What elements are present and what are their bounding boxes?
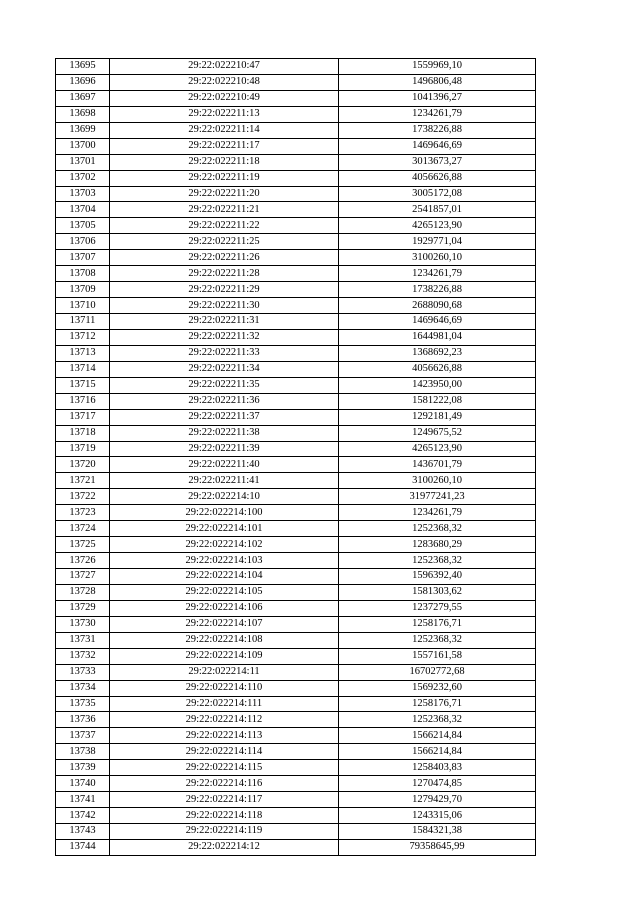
cadastral-value-cell: 1252368,32 xyxy=(339,521,536,537)
cadastral-value-cell: 1566214,84 xyxy=(339,744,536,760)
table-row xyxy=(56,314,536,330)
cadastral-value-cell: 3013673,27 xyxy=(339,154,536,170)
cadastral-value-cell: 1559969,10 xyxy=(339,59,536,75)
row-number-cell: 13716 xyxy=(56,393,110,409)
row-number-cell: 13723 xyxy=(56,505,110,521)
row-number-cell: 13726 xyxy=(56,553,110,569)
table-row xyxy=(56,712,536,728)
cadastral-value-cell: 1234261,79 xyxy=(339,106,536,122)
cadastral-number-cell: 29:22:022214:110 xyxy=(110,680,339,696)
row-number-cell: 13740 xyxy=(56,776,110,792)
cadastral-value-cell: 1596392,40 xyxy=(339,569,536,585)
row-number-cell: 13717 xyxy=(56,409,110,425)
table-row xyxy=(56,59,536,75)
row-number-cell: 13702 xyxy=(56,170,110,186)
cadastral-value-cell: 3100260,10 xyxy=(339,250,536,266)
cadastral-number-cell: 29:22:022214:100 xyxy=(110,505,339,521)
cadastral-number-cell: 29:22:022214:117 xyxy=(110,792,339,808)
cadastral-number-cell: 29:22:022214:108 xyxy=(110,632,339,648)
row-number-cell: 13711 xyxy=(56,314,110,330)
cadastral-value-cell: 1469646,69 xyxy=(339,314,536,330)
table-row xyxy=(56,234,536,250)
cadastral-number-cell: 29:22:022214:10 xyxy=(110,489,339,505)
row-number-cell: 13722 xyxy=(56,489,110,505)
cadastral-value-cell: 4265123,90 xyxy=(339,218,536,234)
cadastral-value-cell: 1581222,08 xyxy=(339,393,536,409)
table-row xyxy=(56,90,536,106)
cadastral-value-cell: 1041396,27 xyxy=(339,90,536,106)
cadastral-value-cell: 1436701,79 xyxy=(339,457,536,473)
row-number-cell: 13701 xyxy=(56,154,110,170)
cadastral-value-cell: 1237279,55 xyxy=(339,600,536,616)
cadastral-number-cell: 29:22:022214:119 xyxy=(110,824,339,840)
table-row xyxy=(56,537,536,553)
cadastral-value-cell: 1258176,71 xyxy=(339,616,536,632)
row-number-cell: 13733 xyxy=(56,664,110,680)
row-number-cell: 13742 xyxy=(56,808,110,824)
row-number-cell: 13708 xyxy=(56,266,110,282)
cadastral-value-cell: 1644981,04 xyxy=(339,329,536,345)
table-row xyxy=(56,600,536,616)
cadastral-value-cell: 4056626,88 xyxy=(339,361,536,377)
cadastral-value-cell: 1368692,23 xyxy=(339,345,536,361)
cadastral-number-cell: 29:22:022214:104 xyxy=(110,569,339,585)
cadastral-value-cell: 1566214,84 xyxy=(339,728,536,744)
cadastral-number-cell: 29:22:022211:14 xyxy=(110,122,339,138)
cadastral-number-cell: 29:22:022211:37 xyxy=(110,409,339,425)
table-row xyxy=(56,648,536,664)
table-row xyxy=(56,282,536,298)
cadastral-number-cell: 29:22:022214:115 xyxy=(110,760,339,776)
table-row xyxy=(56,696,536,712)
cadastral-number-cell: 29:22:022211:33 xyxy=(110,345,339,361)
row-number-cell: 13732 xyxy=(56,648,110,664)
table-row xyxy=(56,473,536,489)
cadastral-number-cell: 29:22:022211:34 xyxy=(110,361,339,377)
table-row xyxy=(56,202,536,218)
cadastral-value-cell: 1569232,60 xyxy=(339,680,536,696)
cadastral-number-cell: 29:22:022211:29 xyxy=(110,282,339,298)
row-number-cell: 13713 xyxy=(56,345,110,361)
cadastral-value-cell: 2541857,01 xyxy=(339,202,536,218)
table-row xyxy=(56,409,536,425)
row-number-cell: 13721 xyxy=(56,473,110,489)
table-row xyxy=(56,505,536,521)
cadastral-number-cell: 29:22:022211:35 xyxy=(110,377,339,393)
cadastral-value-cell: 16702772,68 xyxy=(339,664,536,680)
row-number-cell: 13714 xyxy=(56,361,110,377)
cadastral-number-cell: 29:22:022211:13 xyxy=(110,106,339,122)
row-number-cell: 13707 xyxy=(56,250,110,266)
cadastral-value-cell: 1283680,29 xyxy=(339,537,536,553)
cadastral-value-cell: 4056626,88 xyxy=(339,170,536,186)
table-row xyxy=(56,377,536,393)
cadastral-value-cell: 1929771,04 xyxy=(339,234,536,250)
row-number-cell: 13734 xyxy=(56,680,110,696)
cadastral-value-cell: 4265123,90 xyxy=(339,441,536,457)
cadastral-value-cell: 31977241,23 xyxy=(339,489,536,505)
row-number-cell: 13741 xyxy=(56,792,110,808)
table-row xyxy=(56,122,536,138)
row-number-cell: 13731 xyxy=(56,632,110,648)
cadastral-number-cell: 29:22:022214:103 xyxy=(110,553,339,569)
cadastral-value-cell: 79358645,99 xyxy=(339,839,536,855)
row-number-cell: 13704 xyxy=(56,202,110,218)
cadastral-value-cell: 1469646,69 xyxy=(339,138,536,154)
cadastral-value-table xyxy=(55,58,536,856)
cadastral-number-cell: 29:22:022210:47 xyxy=(110,59,339,75)
cadastral-value-cell: 3005172,08 xyxy=(339,186,536,202)
row-number-cell: 13695 xyxy=(56,59,110,75)
cadastral-number-cell: 29:22:022214:116 xyxy=(110,776,339,792)
table-row xyxy=(56,569,536,585)
row-number-cell: 13739 xyxy=(56,760,110,776)
cadastral-value-cell: 2688090,68 xyxy=(339,298,536,314)
cadastral-number-cell: 29:22:022211:18 xyxy=(110,154,339,170)
cadastral-number-cell: 29:22:022214:105 xyxy=(110,584,339,600)
cadastral-value-cell: 1252368,32 xyxy=(339,553,536,569)
cadastral-number-cell: 29:22:022214:107 xyxy=(110,616,339,632)
table-row xyxy=(56,170,536,186)
row-number-cell: 13728 xyxy=(56,584,110,600)
cadastral-value-cell: 1270474,85 xyxy=(339,776,536,792)
cadastral-number-cell: 29:22:022211:28 xyxy=(110,266,339,282)
table-row xyxy=(56,345,536,361)
cadastral-value-cell: 1584321,38 xyxy=(339,824,536,840)
cadastral-value-cell: 1234261,79 xyxy=(339,266,536,282)
cadastral-number-cell: 29:22:022214:111 xyxy=(110,696,339,712)
cadastral-number-cell: 29:22:022214:11 xyxy=(110,664,339,680)
cadastral-value-cell: 1423950,00 xyxy=(339,377,536,393)
cadastral-number-cell: 29:22:022211:21 xyxy=(110,202,339,218)
table-row xyxy=(56,808,536,824)
cadastral-number-cell: 29:22:022214:113 xyxy=(110,728,339,744)
cadastral-value-cell: 3100260,10 xyxy=(339,473,536,489)
cadastral-number-cell: 29:22:022214:12 xyxy=(110,839,339,855)
row-number-cell: 13699 xyxy=(56,122,110,138)
table-row xyxy=(56,839,536,855)
table-row xyxy=(56,584,536,600)
table-row xyxy=(56,425,536,441)
table-row xyxy=(56,266,536,282)
table-row xyxy=(56,329,536,345)
cadastral-value-cell: 1738226,88 xyxy=(339,282,536,298)
table-row xyxy=(56,489,536,505)
row-number-cell: 13737 xyxy=(56,728,110,744)
cadastral-number-cell: 29:22:022211:38 xyxy=(110,425,339,441)
cadastral-number-cell: 29:22:022210:48 xyxy=(110,74,339,90)
cadastral-number-cell: 29:22:022211:40 xyxy=(110,457,339,473)
row-number-cell: 13735 xyxy=(56,696,110,712)
row-number-cell: 13697 xyxy=(56,90,110,106)
table-row xyxy=(56,792,536,808)
table-row xyxy=(56,616,536,632)
row-number-cell: 13710 xyxy=(56,298,110,314)
cadastral-value-cell: 1249675,52 xyxy=(339,425,536,441)
row-number-cell: 13744 xyxy=(56,839,110,855)
cadastral-value-cell: 1279429,70 xyxy=(339,792,536,808)
table-row xyxy=(56,632,536,648)
cadastral-number-cell: 29:22:022211:20 xyxy=(110,186,339,202)
cadastral-value-cell: 1557161,58 xyxy=(339,648,536,664)
row-number-cell: 13703 xyxy=(56,186,110,202)
cadastral-value-cell: 1234261,79 xyxy=(339,505,536,521)
table-body xyxy=(56,59,536,856)
cadastral-number-cell: 29:22:022211:25 xyxy=(110,234,339,250)
row-number-cell: 13725 xyxy=(56,537,110,553)
cadastral-number-cell: 29:22:022211:31 xyxy=(110,314,339,330)
cadastral-value-cell: 1738226,88 xyxy=(339,122,536,138)
table-row xyxy=(56,760,536,776)
cadastral-number-cell: 29:22:022214:114 xyxy=(110,744,339,760)
cadastral-value-cell: 1243315,06 xyxy=(339,808,536,824)
row-number-cell: 13727 xyxy=(56,569,110,585)
table-row xyxy=(56,361,536,377)
cadastral-number-cell: 29:22:022210:49 xyxy=(110,90,339,106)
table-row xyxy=(56,154,536,170)
table-row xyxy=(56,186,536,202)
row-number-cell: 13718 xyxy=(56,425,110,441)
cadastral-value-cell: 1252368,32 xyxy=(339,632,536,648)
cadastral-value-cell: 1581303,62 xyxy=(339,584,536,600)
row-number-cell: 13730 xyxy=(56,616,110,632)
table-row xyxy=(56,298,536,314)
row-number-cell: 13705 xyxy=(56,218,110,234)
cadastral-number-cell: 29:22:022214:101 xyxy=(110,521,339,537)
row-number-cell: 13720 xyxy=(56,457,110,473)
row-number-cell: 13709 xyxy=(56,282,110,298)
table-row xyxy=(56,664,536,680)
row-number-cell: 13736 xyxy=(56,712,110,728)
cadastral-number-cell: 29:22:022211:19 xyxy=(110,170,339,186)
table-row xyxy=(56,728,536,744)
cadastral-number-cell: 29:22:022211:30 xyxy=(110,298,339,314)
table-row xyxy=(56,521,536,537)
cadastral-number-cell: 29:22:022214:106 xyxy=(110,600,339,616)
document-page xyxy=(55,58,534,856)
table-row xyxy=(56,457,536,473)
cadastral-number-cell: 29:22:022214:112 xyxy=(110,712,339,728)
row-number-cell: 13743 xyxy=(56,824,110,840)
table-row xyxy=(56,824,536,840)
row-number-cell: 13719 xyxy=(56,441,110,457)
cadastral-number-cell: 29:22:022211:22 xyxy=(110,218,339,234)
cadastral-number-cell: 29:22:022211:41 xyxy=(110,473,339,489)
table-row xyxy=(56,441,536,457)
cadastral-value-cell: 1252368,32 xyxy=(339,712,536,728)
table-row xyxy=(56,393,536,409)
row-number-cell: 13724 xyxy=(56,521,110,537)
cadastral-number-cell: 29:22:022211:26 xyxy=(110,250,339,266)
table-row xyxy=(56,776,536,792)
cadastral-number-cell: 29:22:022214:109 xyxy=(110,648,339,664)
cadastral-value-cell: 1292181,49 xyxy=(339,409,536,425)
table-row xyxy=(56,74,536,90)
table-row xyxy=(56,680,536,696)
cadastral-value-cell: 1258176,71 xyxy=(339,696,536,712)
row-number-cell: 13738 xyxy=(56,744,110,760)
table-row xyxy=(56,138,536,154)
row-number-cell: 13700 xyxy=(56,138,110,154)
row-number-cell: 13729 xyxy=(56,600,110,616)
row-number-cell: 13696 xyxy=(56,74,110,90)
table-row xyxy=(56,744,536,760)
cadastral-number-cell: 29:22:022211:17 xyxy=(110,138,339,154)
row-number-cell: 13706 xyxy=(56,234,110,250)
cadastral-value-cell: 1258403,83 xyxy=(339,760,536,776)
table-row xyxy=(56,106,536,122)
cadastral-number-cell: 29:22:022214:102 xyxy=(110,537,339,553)
cadastral-number-cell: 29:22:022211:39 xyxy=(110,441,339,457)
row-number-cell: 13698 xyxy=(56,106,110,122)
cadastral-number-cell: 29:22:022211:36 xyxy=(110,393,339,409)
cadastral-number-cell: 29:22:022211:32 xyxy=(110,329,339,345)
table-row xyxy=(56,218,536,234)
cadastral-value-cell: 1496806,48 xyxy=(339,74,536,90)
table-row xyxy=(56,250,536,266)
cadastral-number-cell: 29:22:022214:118 xyxy=(110,808,339,824)
row-number-cell: 13712 xyxy=(56,329,110,345)
row-number-cell: 13715 xyxy=(56,377,110,393)
table-row xyxy=(56,553,536,569)
